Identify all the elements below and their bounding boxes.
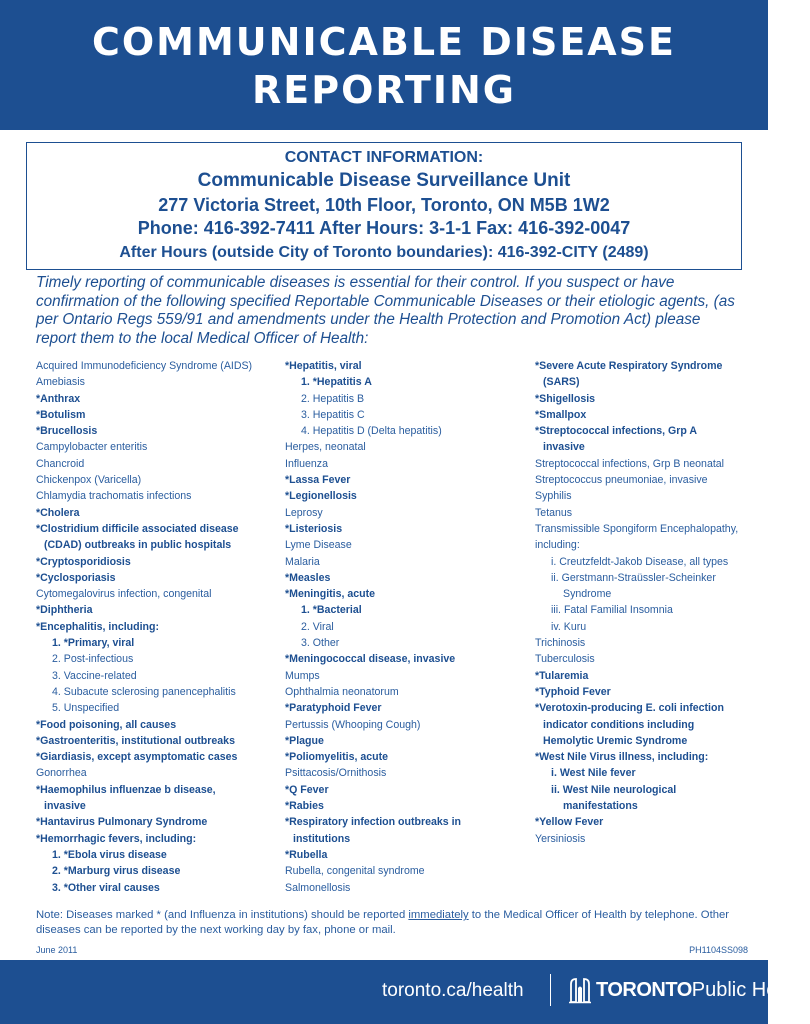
list-item: Salmonellosis [285,881,351,894]
list-item: 3. *Other viral causes [52,881,160,894]
contact-address: 277 Victoria Street, 10th Floor, Toronto, ON M5B 1W2 [158,195,610,215]
list-item: *Diphtheria [36,604,93,617]
list-item: 1. *Hepatitis A [301,376,372,389]
list-item: Syndrome [563,588,612,601]
list-item: (SARS) [543,376,580,389]
list-item: *Shigellosis [535,392,596,405]
list-item: 3. Hepatitis C [301,408,365,421]
list-item: *Hemorrhagic fevers, including: [36,832,197,845]
list-item: Chickenpox (Varicella) [36,474,142,487]
list-item: Leprosy [285,506,323,519]
list-item: indicator conditions including [543,718,695,731]
list-item: *Lassa Fever [285,474,351,487]
list-item: Acquired Immunodeficiency Syndrome (AIDS) [36,360,253,372]
list-item: invasive [543,441,585,454]
list-item: *Typhoid Fever [535,685,611,698]
list-item: Pertussis (Whooping Cough) [285,718,421,731]
list-item: Transmissible Spongiform Encephalopathy, [535,522,739,535]
list-item: 1. *Primary, viral [52,637,135,650]
list-item: *Haemophilus influenzae b disease, [36,783,216,796]
list-item: *West Nile Virus illness, including: [535,751,709,764]
list-item: 4. Hepatitis D (Delta hepatitis) [301,425,442,438]
list-item: *Yellow Fever [535,816,604,829]
list-item: ii. Gerstmann-Straüssler-Scheinker [551,571,716,584]
list-item: *Tularemia [535,669,589,682]
city-hall-logo-icon [568,976,592,1004]
intro-paragraph: Timely reporting of communicable diseases is essential for their control. If you suspect or have confirmation of the following specified Reportable Communicable Diseases or their etiologic agents, (as per Ontario Regs 559/91 and amendments under the Health Protection and Promotion Act) please report them to the local Medical Officer of Health: [36,274,735,347]
list-item: 2. Viral [301,620,334,633]
list-item: Mumps [285,669,320,682]
list-item: 3. Vaccine-related [52,669,137,682]
list-item: *Poliomyelitis, acute [285,751,389,764]
footer-banner [0,960,810,1024]
list-item: Herpes, neonatal [285,441,366,454]
list-item: manifestations [563,800,638,813]
list-item: Streptococcal infections, Grp B neonatal [535,457,725,470]
footer-divider [550,974,551,1006]
list-item: *Cyclosporiasis [36,571,116,584]
list-item: *Food poisoning, all causes [36,718,177,731]
list-item: iv. Kuru [551,620,587,633]
list-item: Malaria [285,555,320,568]
footnote [36,908,756,937]
list-item: *Clostridium difficile associated disease [36,522,239,535]
list-item: *Giardiasis, except asymptomatic cases [36,751,238,764]
disease-list-column-2 [285,358,461,896]
disease-list-column-3 [535,358,738,847]
publication-date: June 2011 [36,945,78,955]
list-item: Tetanus [535,506,573,519]
list-item: Yersiniosis [535,832,586,845]
contact-box [26,142,742,270]
list-item: *Rubella [285,848,328,861]
list-item: *Smallpox [535,408,587,421]
list-item: *Q Fever [285,783,329,796]
list-item: iii. Fatal Familial Insomnia [551,604,673,617]
list-item: i. West Nile fever [551,767,636,780]
list-item: *Respiratory infection outbreaks in [285,816,462,829]
page-title-line1: COMMUNICABLE DISEASE [91,20,677,64]
list-item: *Listeriosis [285,522,343,535]
list-item: *Meningococcal disease, invasive [285,653,456,666]
list-item: 1. *Bacterial [301,604,362,617]
list-item: *Botulism [36,408,86,421]
list-item: Trichinosis [535,637,586,650]
list-item: *Meningitis, acute [285,588,376,601]
list-item: Amebiasis [36,376,85,389]
list-item: *Hantavirus Pulmonary Syndrome [36,816,208,829]
list-item: 3. Other [301,637,340,650]
document-code: PH1104SS098 [689,945,748,955]
list-item: i. Creutzfeldt-Jakob Disease, all types [551,555,729,568]
list-item: *Measles [285,571,331,584]
disease-list-column-1 [36,358,252,896]
list-item: *Anthrax [36,392,81,405]
list-item: Streptococcus pneumoniae, invasive [535,474,708,487]
contact-unit: Communicable Disease Surveillance Unit [197,170,571,191]
logo-text-public-health: Public Health [691,979,810,1001]
list-item: *Paratyphoid Fever [285,702,382,715]
page-title-line2: REPORTING [252,68,516,112]
list-item: Gonorrhea [36,767,87,780]
footnote-text-before: Note: Diseases marked * (and Influenza in institutions) should be reported [36,909,409,921]
list-item: Chancroid [36,457,85,470]
list-item: *Hepatitis, viral [285,360,362,372]
list-item: *Streptococcal infections, Grp A [535,425,698,438]
list-item: Ophthalmia neonatorum [285,685,399,698]
footnote-emphasis: immediately [408,909,469,921]
list-item: Campylobacter enteritis [36,441,148,454]
list-item: institutions [293,832,351,845]
list-item: *Rabies [285,800,324,813]
list-item: Hemolytic Uremic Syndrome [543,734,688,747]
list-item: Syphilis [535,490,572,503]
list-item: Chlamydia trachomatis infections [36,490,192,503]
list-item: 5. Unspecified [52,702,120,715]
list-item: Tuberculosis [535,653,595,666]
list-item: Psittacosis/Ornithosis [285,767,387,780]
list-item: *Legionellosis [285,490,357,503]
contact-heading: CONTACT INFORMATION: [284,149,484,166]
list-item: *Gastroenteritis, institutional outbreaks [36,734,235,747]
list-item: including: [535,539,580,552]
contact-phone: Phone: 416-392-7411 After Hours: 3-1-1 Fax: 416-392-0047 [137,218,631,238]
list-item: *Cholera [36,506,80,519]
list-item: *Plague [285,734,324,747]
list-item: *Cryptosporidiosis [36,555,131,568]
list-item: 2. *Marburg virus disease [52,865,181,878]
list-item: 1. *Ebola virus disease [52,848,167,861]
list-item: Influenza [285,457,328,470]
list-item: 4. Subacute sclerosing panencephalitis [52,685,236,698]
list-item: 2. Post-infectious [52,653,134,666]
list-item: ii. West Nile neurological [551,783,677,796]
footnote-text-after: to the Medical Officer of Health by telephone. Other diseases can be reported by the next working day by fax, phone or mail. [36,909,730,936]
list-item: invasive [44,800,86,813]
toronto-public-health-logo [596,979,810,1002]
list-item: *Severe Acute Respiratory Syndrome [535,360,723,372]
list-item: 2. Hepatitis B [301,392,365,405]
list-item: *Verotoxin-producing E. coli infection [535,702,724,715]
list-item: Rubella, congenital syndrome [285,865,425,878]
list-item: (CDAD) outbreaks in public hospitals [44,539,232,552]
header-banner [0,0,768,130]
list-item: *Encephalitis, including: [36,620,160,633]
list-item: Cytomegalovirus infection, congenital [36,588,212,601]
contact-after-hours: After Hours (outside City of Toronto boundaries): 416-392-CITY (2489) [119,244,649,261]
list-item: Lyme Disease [285,539,352,552]
logo-text-toronto: TORONTO [596,979,692,1001]
list-item: *Brucellosis [36,425,98,438]
footer-url-link[interactable]: toronto.ca/health [382,980,524,1001]
